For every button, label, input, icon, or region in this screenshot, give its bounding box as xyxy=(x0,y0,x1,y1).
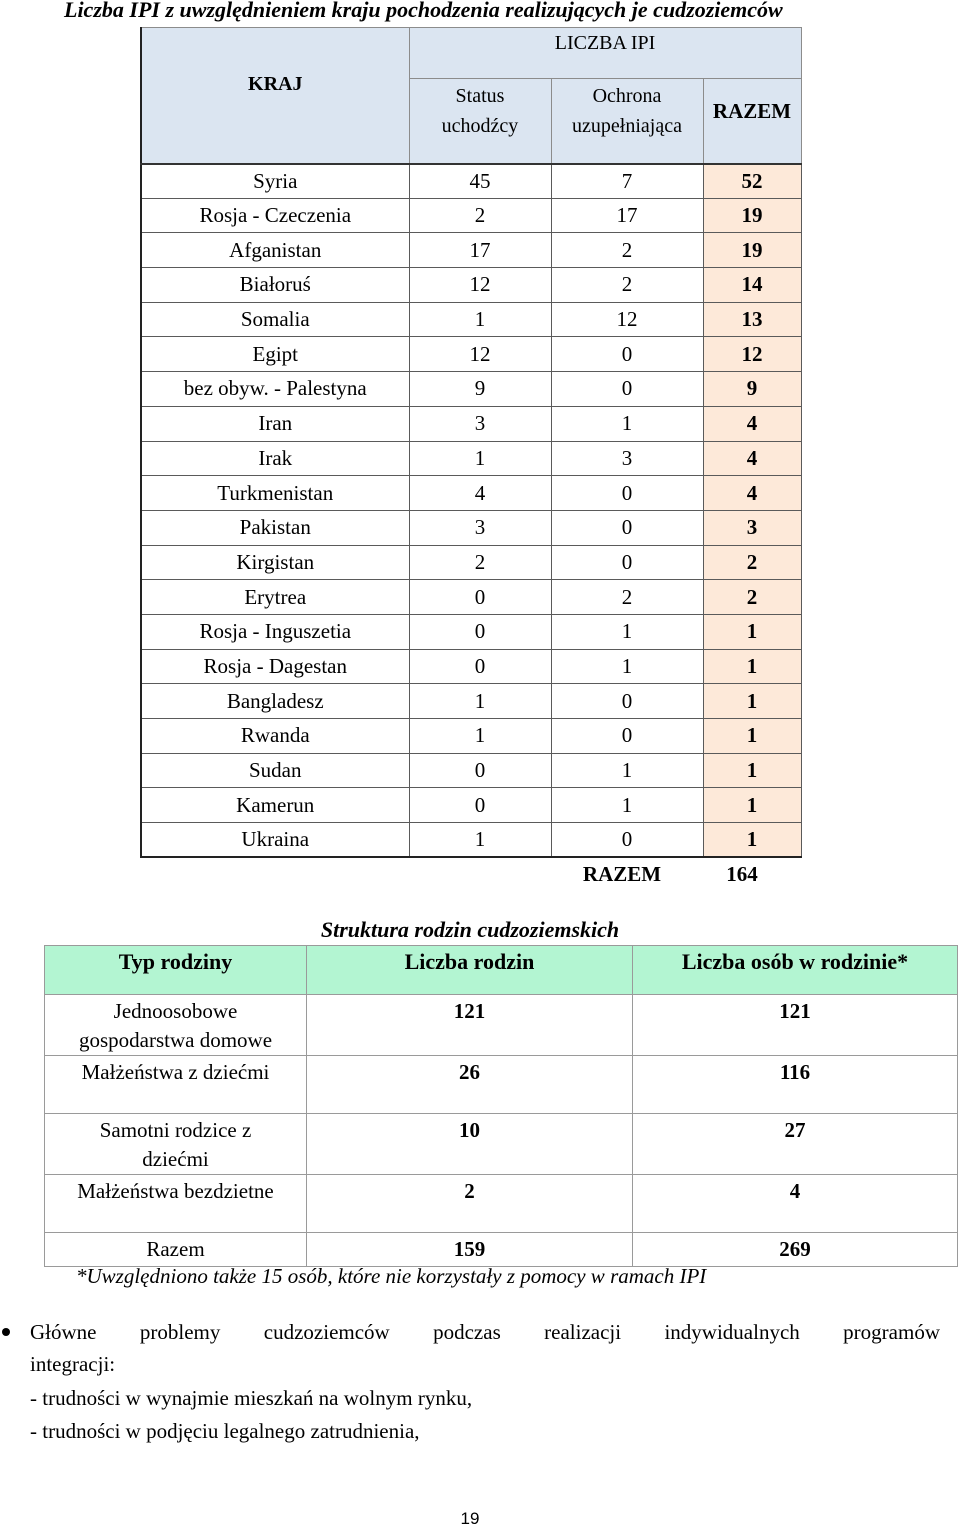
table-row xyxy=(141,441,801,476)
total-cell: 2 xyxy=(703,545,801,580)
subsidiary-protection-cell: 7 xyxy=(551,164,703,199)
family-count-cell: 121 xyxy=(307,995,633,1056)
refugee-status-cell: 1 xyxy=(409,684,551,719)
refugee-status-cell: 1 xyxy=(409,441,551,476)
table-row xyxy=(141,753,801,788)
header-country: KRAJ xyxy=(141,28,409,164)
problems-lead-line: Główne problemy cudzoziemców podczas realizacji indywidualnych programów xyxy=(30,1320,940,1344)
refugee-status-cell: 2 xyxy=(409,545,551,580)
total-cell: 12 xyxy=(703,337,801,372)
family-table-header xyxy=(45,946,958,995)
problems-lead xyxy=(30,1316,940,1380)
subsidiary-protection-cell: 0 xyxy=(551,823,703,858)
refugee-status-cell: 12 xyxy=(409,268,551,303)
subsidiary-protection-cell: 3 xyxy=(551,441,703,476)
countries-table-header xyxy=(141,28,801,164)
country-cell: bez obyw. - Palestyna xyxy=(141,372,409,407)
refugee-status-cell: 1 xyxy=(409,302,551,337)
table-row xyxy=(141,406,801,441)
header-family-count: Liczba rodzin xyxy=(307,946,633,995)
subsidiary-protection-cell: 1 xyxy=(551,788,703,823)
family-count-cell: 2 xyxy=(307,1175,633,1233)
table-row xyxy=(141,545,801,580)
total-cell: 1 xyxy=(703,823,801,858)
total-cell: 1 xyxy=(703,614,801,649)
table-row xyxy=(141,719,801,754)
family-type-cell: Razem xyxy=(45,1233,307,1267)
persons-count-cell: 116 xyxy=(633,1056,958,1114)
country-cell: Syria xyxy=(141,164,409,199)
subsidiary-protection-cell: 0 xyxy=(551,510,703,545)
refugee-status-cell: 9 xyxy=(409,372,551,407)
header-family-type: Typ rodziny xyxy=(45,946,307,995)
table-row xyxy=(45,1175,958,1233)
country-cell: Iran xyxy=(141,406,409,441)
persons-count-cell: 121 xyxy=(633,995,958,1056)
page-title: Liczba IPI z uwzględnieniem kraju pochodzenia realizujących je cudzoziemców xyxy=(64,0,783,22)
subsidiary-protection-cell: 0 xyxy=(551,337,703,372)
country-cell: Pakistan xyxy=(141,510,409,545)
table-row xyxy=(141,164,801,199)
countries-table xyxy=(140,27,802,858)
total-cell: 1 xyxy=(703,649,801,684)
country-cell: Turkmenistan xyxy=(141,476,409,511)
problems-lead-line: integracji: xyxy=(30,1352,116,1376)
refugee-status-cell: 4 xyxy=(409,476,551,511)
country-cell: Kirgistan xyxy=(141,545,409,580)
total-cell: 1 xyxy=(703,753,801,788)
header-persons-count: Liczba osób w rodzinie* xyxy=(633,946,958,995)
family-type-cell: Samotni rodzice z dziećmi xyxy=(45,1114,307,1175)
table-row xyxy=(141,823,801,858)
refugee-status-cell: 17 xyxy=(409,233,551,268)
country-cell: Kamerun xyxy=(141,788,409,823)
header-row xyxy=(45,946,958,995)
table-row xyxy=(45,1056,958,1114)
total-cell: 4 xyxy=(703,476,801,511)
table-row xyxy=(141,198,801,233)
country-cell: Egipt xyxy=(141,337,409,372)
table-row xyxy=(141,580,801,615)
header-row xyxy=(141,28,801,79)
total-cell: 9 xyxy=(703,372,801,407)
family-table xyxy=(44,945,958,1267)
country-cell: Irak xyxy=(141,441,409,476)
subsidiary-protection-cell: 17 xyxy=(551,198,703,233)
table-row xyxy=(141,614,801,649)
countries-total-label: RAZEM xyxy=(582,862,662,886)
subsidiary-protection-cell: 12 xyxy=(551,302,703,337)
country-cell: Bangladesz xyxy=(141,684,409,719)
family-table-body xyxy=(45,995,958,1267)
total-cell: 1 xyxy=(703,788,801,823)
table-row xyxy=(45,995,958,1056)
country-cell: Sudan xyxy=(141,753,409,788)
refugee-status-cell: 45 xyxy=(409,164,551,199)
family-type-cell: Małżeństwa bezdzietne xyxy=(45,1175,307,1233)
bullet-icon xyxy=(2,1328,10,1336)
refugee-status-cell: 0 xyxy=(409,788,551,823)
total-cell: 1 xyxy=(703,684,801,719)
family-type-cell: Małżeństwa z dziećmi xyxy=(45,1056,307,1114)
table-row xyxy=(141,788,801,823)
family-type-cell: Jednoosobowe gospodarstwa domowe xyxy=(45,995,307,1056)
subsidiary-protection-cell: 1 xyxy=(551,753,703,788)
subsidiary-protection-cell: 1 xyxy=(551,406,703,441)
table-row xyxy=(141,476,801,511)
family-count-cell: 26 xyxy=(307,1056,633,1114)
country-cell: Rosja - Czeczenia xyxy=(141,198,409,233)
page-number: 19 xyxy=(460,1509,480,1528)
refugee-status-cell: 3 xyxy=(409,510,551,545)
table-row xyxy=(141,649,801,684)
subsidiary-protection-cell: 1 xyxy=(551,649,703,684)
table-row xyxy=(45,1233,958,1267)
table-row xyxy=(141,337,801,372)
refugee-status-cell: 1 xyxy=(409,719,551,754)
country-cell: Rwanda xyxy=(141,719,409,754)
table-row xyxy=(141,510,801,545)
refugee-status-cell: 0 xyxy=(409,649,551,684)
total-cell: 52 xyxy=(703,164,801,199)
country-cell: Rosja - Dagestan xyxy=(141,649,409,684)
table-row xyxy=(141,268,801,303)
country-cell: Erytrea xyxy=(141,580,409,615)
total-cell: 19 xyxy=(703,198,801,233)
family-table-title: Struktura rodzin cudzoziemskich xyxy=(320,917,620,942)
table-row xyxy=(141,684,801,719)
subsidiary-protection-cell: 0 xyxy=(551,684,703,719)
subsidiary-protection-cell: 0 xyxy=(551,545,703,580)
total-cell: 1 xyxy=(703,719,801,754)
subsidiary-protection-cell: 2 xyxy=(551,268,703,303)
table-row xyxy=(45,1114,958,1175)
family-count-cell: 10 xyxy=(307,1114,633,1175)
total-cell: 3 xyxy=(703,510,801,545)
refugee-status-cell: 12 xyxy=(409,337,551,372)
total-cell: 4 xyxy=(703,441,801,476)
header-refugee-status: Status uchodźcy xyxy=(409,79,551,164)
subsidiary-protection-cell: 2 xyxy=(551,233,703,268)
header-ipi-count: LICZBA IPI xyxy=(409,28,801,79)
total-cell: 4 xyxy=(703,406,801,441)
countries-table-body xyxy=(141,164,801,858)
refugee-status-cell: 0 xyxy=(409,580,551,615)
subsidiary-protection-cell: 0 xyxy=(551,719,703,754)
persons-count-cell: 27 xyxy=(633,1114,958,1175)
total-cell: 2 xyxy=(703,580,801,615)
countries-total-value: 164 xyxy=(726,862,758,886)
subsidiary-protection-cell: 0 xyxy=(551,476,703,511)
table-row xyxy=(141,302,801,337)
subsidiary-protection-cell: 1 xyxy=(551,614,703,649)
persons-count-cell: 269 xyxy=(633,1233,958,1267)
family-count-cell: 159 xyxy=(307,1233,633,1267)
country-cell: Ukraina xyxy=(141,823,409,858)
list-item: - trudności w wynajmie mieszkań na wolnym rynku, xyxy=(30,1386,473,1410)
country-cell: Somalia xyxy=(141,302,409,337)
refugee-status-cell: 1 xyxy=(409,823,551,858)
total-cell: 19 xyxy=(703,233,801,268)
country-cell: Białoruś xyxy=(141,268,409,303)
refugee-status-cell: 0 xyxy=(409,614,551,649)
refugee-status-cell: 3 xyxy=(409,406,551,441)
country-cell: Afganistan xyxy=(141,233,409,268)
header-subsidiary-protection: Ochrona uzupełniająca xyxy=(551,79,703,164)
refugee-status-cell: 2 xyxy=(409,198,551,233)
header-total: RAZEM xyxy=(703,79,801,164)
subsidiary-protection-cell: 0 xyxy=(551,372,703,407)
total-cell: 13 xyxy=(703,302,801,337)
refugee-status-cell: 0 xyxy=(409,753,551,788)
subsidiary-protection-cell: 2 xyxy=(551,580,703,615)
total-cell: 14 xyxy=(703,268,801,303)
persons-count-cell: 4 xyxy=(633,1175,958,1233)
list-item: - trudności w podjęciu legalnego zatrudnienia, xyxy=(30,1419,420,1443)
problems-list xyxy=(30,1382,930,1448)
country-cell: Rosja - Inguszetia xyxy=(141,614,409,649)
family-table-footnote: *Uwzględniono także 15 osób, które nie korzystały z pomocy w ramach IPI xyxy=(76,1264,707,1288)
table-row xyxy=(141,372,801,407)
table-row xyxy=(141,233,801,268)
